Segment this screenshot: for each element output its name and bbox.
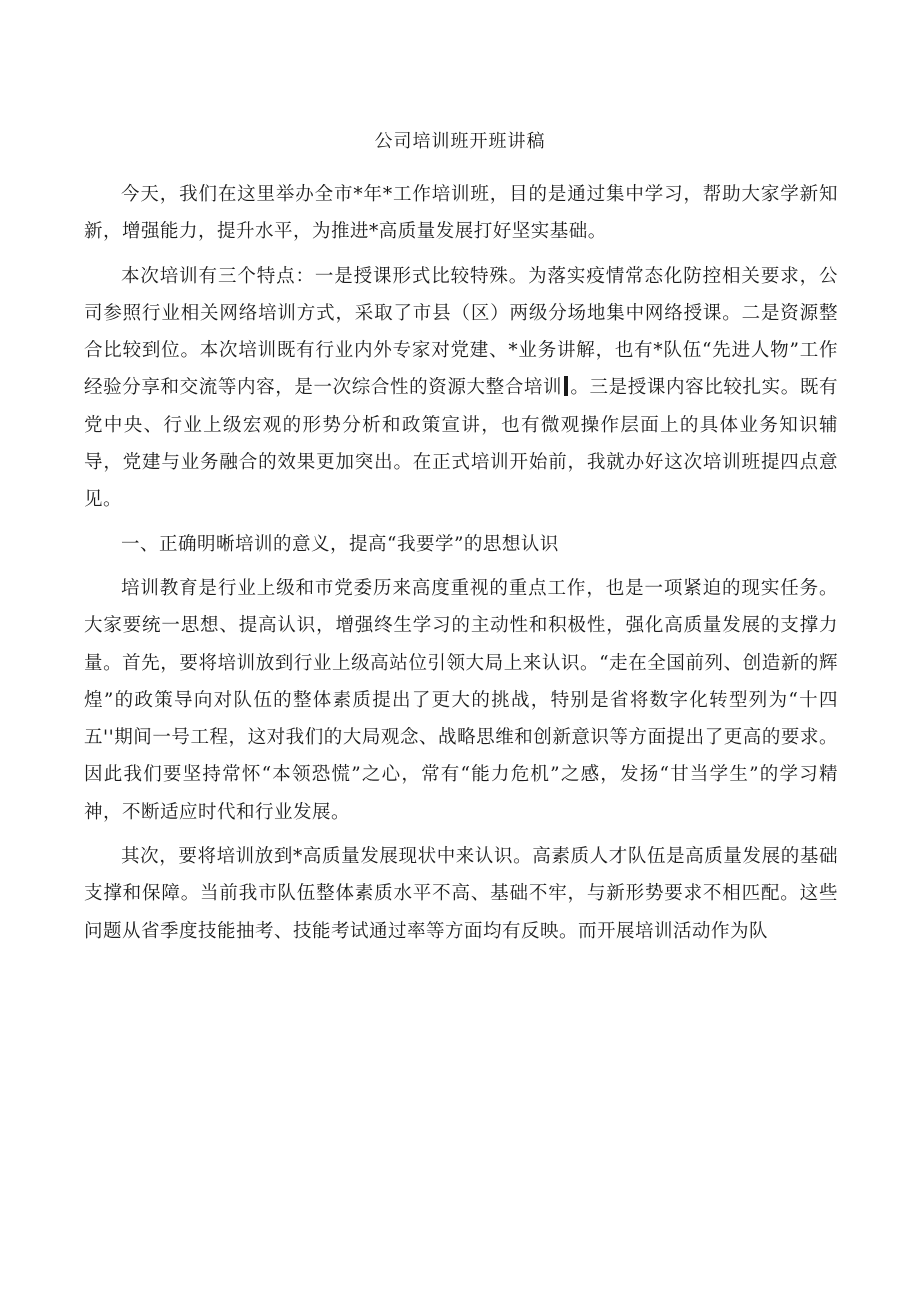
text-cursor-mark	[564, 376, 568, 396]
paragraph-secondly: 其次，要将培训放到*高质量发展现状中来认识。高素质人才队伍是高质量发展的基础支撑和保障。当前我市队伍整体素质水平不高、基础不牢，与新形势要求不相匹配。这些问题从省季度技能抽考、技能考试通过率等方面均有反映。而开展培训活动作为队	[84, 846, 838, 942]
paragraph-features-part2: 。三是授课内容比较扎实。既有党中央、行业上级宏观的形势分析和政策宣讲，也有微观操作层面上的具体业务知识辅导，党建与业务融合的效果更加突出。在正式培训开始前，我就办好这次培训班提四点意见。	[84, 377, 838, 511]
document-title: 公司培训班开班讲稿	[374, 131, 546, 152]
paragraph-opening: 今天，我们在这里举办全市*年*工作培训班，目的是通过集中学习，帮助大家学新知新，增强能力，提升水平，为推进*高质量发展打好坚实基础。	[84, 184, 838, 243]
paragraph-features	[84, 258, 838, 519]
section-heading-1: 一、正确明晰培训的意义，提高“我要学”的思想认识	[121, 533, 559, 555]
paragraph-features-part1: 本次培训有三个特点：一是授课形式比较特殊。为落实疫情常态化防控相关要求，公司参照行业相关网络培训方式，采取了市县（区）两级分场地集中网络授课。二是资源整合比较到位。本次培训既有行业内外专家对党建、*业务讲解，也有*队伍“先进人物”工作经验分享和交流等内容，是一次综合性的资源大整合培训	[84, 265, 838, 399]
document-body	[84, 176, 838, 950]
paragraph-significance: 培训教育是行业上级和市党委历来高度重视的重点工作，也是一项紧迫的现实任务。大家要统一思想、提高认识，增强终生学习的主动性和积极性，强化高质量发展的支撑力量。首先，要将培训放到行业上级高站位引领大局上来认识。“走在全国前列、创造新的辉煌”的政策导向对队伍的整体素质提出了更大的挑战，特别是省将数字化转型列为“十四五''期间一号工程，这对我们的大局观念、战略思维和创新意识等方面提出了更高的要求。因此我们要坚持常怀“本领恐慌”之心，常有“能力危机”之感，发扬“甘当学生”的学习精神，不断适应时代和行业发展。	[84, 577, 838, 823]
